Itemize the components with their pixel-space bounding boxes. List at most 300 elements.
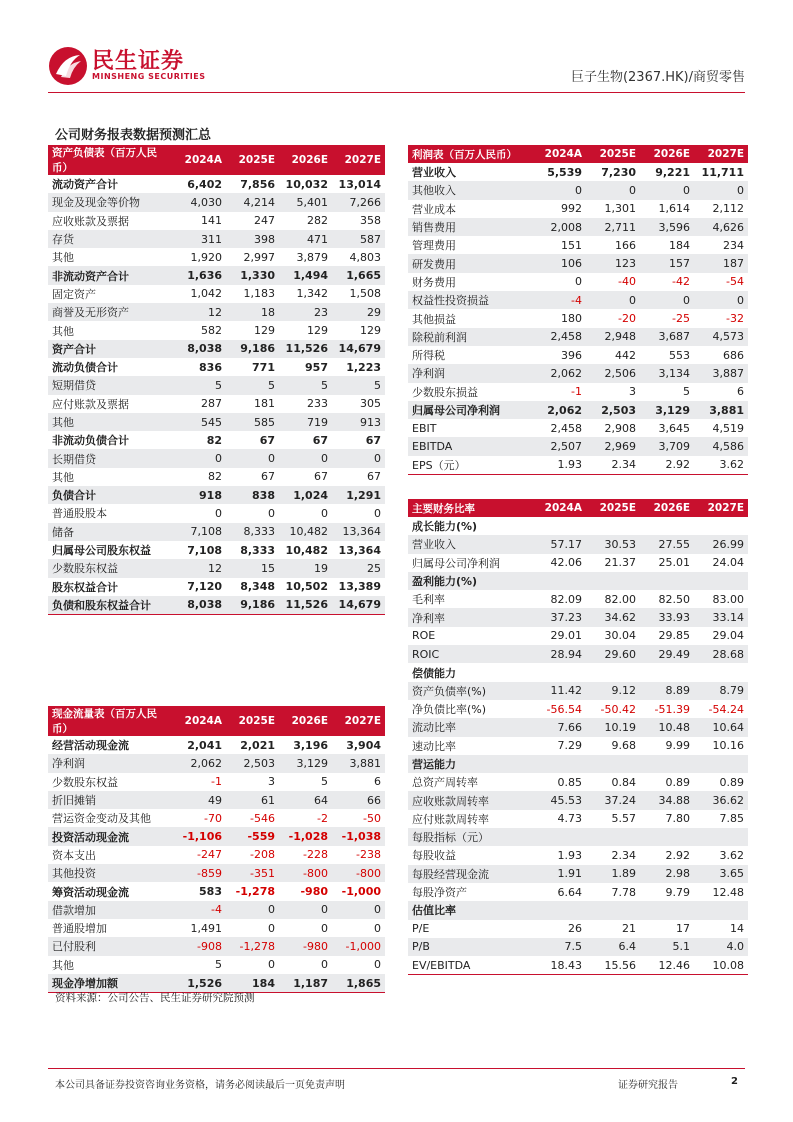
table-row	[48, 212, 385, 230]
cell-value: 5	[279, 376, 332, 394]
row-label: 少数股东损益	[412, 385, 478, 399]
table-header-year: 2026E	[640, 499, 694, 517]
table-row	[48, 901, 385, 919]
cell-value: 27.55	[640, 535, 694, 553]
cell-value: 181	[254, 397, 275, 411]
table-row	[48, 175, 385, 193]
cell-value: 49	[173, 791, 226, 809]
cell-value: 5	[226, 376, 279, 394]
table-row	[408, 554, 748, 572]
cell-value: -56.54	[546, 702, 582, 716]
cell-value: 3,134	[640, 364, 694, 382]
cell-value: 9,186	[226, 340, 279, 358]
cell-value: 0	[215, 506, 222, 520]
row-label: 借款增加	[48, 901, 173, 919]
table-row	[48, 864, 385, 882]
cell-value: 1,865	[332, 974, 385, 993]
cell-value: 26	[568, 922, 582, 936]
row-label: 存货	[48, 230, 173, 248]
cell-value: 23	[279, 303, 332, 321]
cell-value: 2,969	[586, 437, 640, 455]
cell-value: 1,526	[173, 974, 226, 993]
cell-value: 0	[226, 901, 279, 919]
table-header-title: 利润表（百万人民币）	[408, 145, 532, 163]
cell-value: 0.85	[557, 775, 582, 789]
cell-value: 82.09	[550, 592, 582, 606]
table-row	[408, 883, 748, 901]
cell-value: 3.65	[694, 865, 748, 883]
cell-value: 10,482	[279, 523, 332, 541]
cell-value: 6,402	[187, 177, 222, 191]
table-row	[48, 248, 385, 266]
cell-value: 129	[254, 324, 275, 338]
table-row	[48, 754, 385, 772]
cell-value: 838	[226, 486, 279, 504]
cell-value: 585	[226, 413, 279, 431]
cell-value: 0.89	[719, 775, 744, 789]
cell-value: -42	[672, 275, 690, 289]
cell-value: 1,223	[346, 360, 381, 374]
table-header-year: 2027E	[694, 145, 748, 163]
cell-value: 29	[332, 303, 385, 321]
cell-value: 0	[268, 958, 275, 972]
table-row	[408, 920, 748, 938]
table-row	[48, 578, 385, 596]
table-row	[408, 718, 748, 736]
cell-value: 0	[374, 921, 381, 935]
cell-value: 583	[199, 885, 222, 899]
cell-value: 2,021	[240, 738, 275, 752]
cell-value: 0	[586, 291, 640, 309]
cell-value: -1,278	[226, 937, 279, 955]
table-row	[48, 504, 385, 522]
cell-value: 234	[723, 238, 744, 252]
cell-value: 7,266	[332, 193, 385, 211]
cell-value: 1,494	[279, 266, 332, 284]
cell-value: 1,636	[173, 266, 226, 284]
cell-value: 6.64	[557, 885, 582, 899]
table-row	[48, 431, 385, 449]
cell-value: 3	[629, 385, 636, 399]
table-header-year: 2025E	[586, 499, 640, 517]
row-label: 应收账款周转率	[408, 791, 532, 809]
cell-value: 836	[199, 360, 222, 374]
cell-value: 1,342	[296, 287, 328, 301]
cell-value: 398	[226, 230, 279, 248]
cell-value: 8.89	[640, 682, 694, 700]
cell-value: 129	[360, 324, 381, 338]
table-row	[408, 254, 748, 272]
table-header-title: 现金流量表（百万人民币）	[48, 706, 173, 736]
row-label: 营业成本	[412, 202, 456, 216]
cell-value: 0.89	[665, 775, 690, 789]
cell-value: 29.49	[640, 645, 694, 663]
row-label: 每股经营现金流	[408, 865, 532, 883]
cell-value: 1,330	[226, 266, 279, 284]
table-row	[408, 627, 748, 645]
cell-value: 2.34	[586, 456, 640, 475]
table-row	[408, 535, 748, 553]
cell-value: -559	[226, 827, 279, 845]
cash-flow-table	[48, 706, 385, 993]
table-row	[48, 809, 385, 827]
table-row	[48, 340, 385, 358]
row-label: 其他收入	[408, 181, 532, 199]
cell-value	[640, 572, 694, 590]
cell-value: 67	[314, 470, 328, 484]
table-row	[408, 682, 748, 700]
cell-value: 2,041	[187, 738, 222, 752]
cell-value: 4,030	[173, 193, 226, 211]
cell-value: 187	[694, 254, 748, 272]
cell-value: 11,526	[279, 340, 332, 358]
cell-value: -2	[317, 811, 328, 825]
row-label: 归属母公司股东权益	[52, 544, 151, 558]
cell-value	[586, 572, 640, 590]
cell-value: 123	[586, 254, 640, 272]
cell-value: 2,948	[586, 328, 640, 346]
row-label: P/B	[408, 938, 532, 956]
cell-value: 9,186	[226, 596, 279, 615]
cell-value: 3,596	[640, 218, 694, 236]
cell-value	[586, 901, 640, 919]
row-label: EBIT	[412, 421, 437, 435]
cell-value	[640, 517, 694, 535]
cell-value: 545	[173, 413, 226, 431]
table-row	[408, 236, 748, 254]
cell-value: 15	[226, 559, 279, 577]
table-row	[48, 285, 385, 303]
cell-value: 992	[561, 202, 582, 216]
cell-value: 12	[173, 559, 226, 577]
cell-value: 7,108	[187, 543, 222, 557]
cell-value	[586, 828, 640, 846]
cell-value: 1,665	[332, 266, 385, 284]
cell-value: 0.84	[611, 775, 636, 789]
cell-value: -351	[226, 864, 279, 882]
cell-value: -1,038	[332, 827, 385, 845]
cell-value	[586, 663, 640, 681]
cell-value: 4,214	[226, 193, 279, 211]
cell-value: 61	[226, 791, 279, 809]
cell-value: 0	[694, 291, 748, 309]
table-row	[48, 523, 385, 541]
cell-value: -54.24	[708, 702, 744, 716]
cell-value: 0	[586, 181, 640, 199]
table-header-year: 2027E	[332, 145, 385, 175]
table-header-year: 2026E	[279, 706, 332, 736]
cell-value: 358	[360, 214, 381, 228]
cell-value: 184	[669, 238, 690, 252]
cell-value: 2,062	[532, 364, 586, 382]
table-header-year: 2025E	[586, 145, 640, 163]
cell-value: 10,502	[285, 580, 328, 594]
table-row	[408, 773, 748, 791]
cell-value: 6	[737, 385, 744, 399]
cell-value: 5,539	[547, 165, 582, 179]
row-label: 归属母公司净利润	[412, 556, 500, 570]
cell-value: 0	[321, 958, 328, 972]
cell-value: 2,507	[532, 437, 586, 455]
table-header-year: 2026E	[640, 145, 694, 163]
row-label: 应付账款及票据	[52, 397, 129, 411]
cell-value: 6.4	[586, 938, 640, 956]
table-row	[408, 364, 748, 382]
table-header-year: 2024A	[532, 499, 586, 517]
cell-value: 1.91	[532, 865, 586, 883]
row-label: ROE	[412, 629, 436, 643]
table-row	[408, 828, 748, 846]
row-label: 已付股利	[48, 937, 173, 955]
row-label: 其他	[52, 958, 74, 972]
cell-value: 12.46	[640, 956, 694, 975]
row-label: 净负债比率(%)	[412, 703, 487, 717]
cell-value: 4,573	[694, 328, 748, 346]
cell-value: 8,038	[173, 596, 226, 615]
cell-value	[694, 572, 748, 590]
cell-value: 29.60	[586, 645, 640, 663]
row-label: 负债和股东权益合计	[48, 596, 173, 615]
cell-value: 129	[307, 324, 328, 338]
table-row	[48, 596, 385, 615]
cell-value: 4.73	[557, 812, 582, 826]
cell-value: 3,645	[658, 421, 690, 435]
cell-value: 5	[215, 958, 222, 972]
cell-value: 7,856	[240, 177, 275, 191]
row-label: 净利润	[408, 364, 532, 382]
cell-value	[694, 517, 748, 535]
cell-value	[694, 755, 748, 773]
cell-value: 1,491	[190, 921, 222, 935]
table-row	[408, 383, 748, 401]
cell-value: 287	[201, 397, 222, 411]
row-label: 每股收益	[412, 849, 456, 863]
table-header-year: 2025E	[226, 706, 279, 736]
cell-value: 7.66	[532, 718, 586, 736]
table-row	[48, 541, 385, 559]
cell-value: 5	[173, 376, 226, 394]
cell-value: 18	[226, 303, 279, 321]
cell-value: 10.19	[586, 718, 640, 736]
row-label: 流动资产合计	[52, 178, 118, 192]
cell-value: 14,679	[332, 596, 385, 615]
table-row	[48, 937, 385, 955]
cell-value: 0	[321, 506, 328, 520]
row-label: 负债合计	[48, 486, 173, 504]
cell-value: 1,291	[332, 486, 385, 504]
table-row	[408, 419, 748, 437]
cell-value: 34.88	[640, 791, 694, 809]
cell-value: 5,401	[279, 193, 332, 211]
cell-value: 26.99	[694, 535, 748, 553]
cell-value: 166	[615, 238, 636, 252]
table-row	[408, 456, 748, 475]
table-header-year: 2024A	[173, 145, 226, 175]
cell-value: 3,879	[296, 250, 328, 264]
cell-value: 1,187	[279, 974, 332, 993]
footer-report-type: 证券研究报告	[618, 1080, 678, 1091]
cell-value: 3	[268, 775, 275, 789]
row-label: 流动比率	[408, 718, 532, 736]
row-label: 应付账款周转率	[412, 812, 489, 826]
cell-value: 5	[321, 775, 328, 789]
cell-value: 1,301	[604, 202, 636, 216]
cell-value: 3,887	[694, 364, 748, 382]
cell-value: 15.56	[586, 956, 640, 975]
row-label: 资产合计	[48, 340, 173, 358]
cell-value: 3,881	[694, 401, 748, 419]
cell-value: 13,389	[338, 580, 381, 594]
cell-value: 28.68	[694, 645, 748, 663]
cell-value: 14	[730, 922, 744, 936]
cell-value: 21	[622, 922, 636, 936]
cell-value: 5	[683, 385, 690, 399]
row-label: ROIC	[408, 645, 532, 663]
income-statement-table	[408, 145, 748, 475]
cell-value: -51.39	[654, 702, 690, 716]
cell-value: 2,112	[712, 202, 744, 216]
row-label: EV/EBITDA	[408, 956, 532, 975]
cell-value: -1,000	[332, 937, 385, 955]
row-label: 其他投资	[48, 864, 173, 882]
cell-value: 471	[279, 230, 332, 248]
cell-value: -228	[303, 848, 328, 862]
cell-value: 24.04	[712, 556, 744, 570]
table-header-year: 2027E	[332, 706, 385, 736]
cell-value: 33.93	[640, 608, 694, 626]
row-label: 少数股东权益	[48, 559, 173, 577]
cell-value: 4,626	[694, 218, 748, 236]
balance-sheet-table	[48, 145, 385, 615]
cell-value: 9,221	[655, 165, 690, 179]
table-row	[48, 559, 385, 577]
cell-value: 11,526	[279, 596, 332, 615]
cell-value: 29.85	[658, 629, 690, 643]
table-row	[408, 846, 748, 864]
cell-value: 3,196	[293, 738, 328, 752]
cell-value: 37.24	[586, 791, 640, 809]
cell-value: 7.85	[719, 812, 744, 826]
cell-value: 0	[374, 506, 381, 520]
table-row	[408, 737, 748, 755]
cell-value	[532, 663, 586, 681]
cell-value	[694, 901, 748, 919]
row-label: 销售费用	[408, 218, 532, 236]
table-row	[48, 827, 385, 845]
cell-value: -32	[726, 312, 744, 326]
table-row	[408, 663, 748, 681]
cell-value: 10.48	[640, 718, 694, 736]
cell-value: 5.57	[611, 812, 636, 826]
cell-value: -980	[279, 937, 332, 955]
table-row	[48, 449, 385, 467]
table-row	[408, 309, 748, 327]
cell-value: 0	[532, 181, 586, 199]
cell-value: 2,711	[586, 218, 640, 236]
cell-value: 25.01	[658, 556, 690, 570]
cell-value: 10.08	[694, 956, 748, 975]
cell-value: 82	[208, 470, 222, 484]
cell-value: -908	[173, 937, 226, 955]
row-label: 管理费用	[412, 239, 456, 253]
cell-value: 1,508	[349, 287, 381, 301]
table-row	[48, 468, 385, 486]
cell-value: 3.62	[719, 848, 744, 862]
row-label: 现金及现金等价物	[48, 193, 173, 211]
cell-value	[640, 901, 694, 919]
row-label: 营运能力	[408, 755, 532, 773]
row-label: 营业收入	[412, 166, 456, 180]
row-label: 折旧摊销	[48, 791, 173, 809]
cell-value: 64	[279, 791, 332, 809]
cell-value: 1,042	[190, 287, 222, 301]
cell-value: 3.62	[694, 456, 748, 475]
cell-value: -4	[532, 291, 586, 309]
cell-value: 17	[676, 922, 690, 936]
cell-value: 957	[305, 360, 328, 374]
row-label: 流动负债合计	[52, 361, 118, 375]
brand-name-cn: 民生证券	[92, 49, 185, 74]
cell-value: 2,458	[532, 328, 586, 346]
cell-value: 157	[640, 254, 694, 272]
cell-value: 0	[694, 181, 748, 199]
cell-value: 21.37	[604, 556, 636, 570]
cell-value: -70	[204, 811, 222, 825]
cell-value: 8,348	[240, 580, 275, 594]
row-label: 营运资金变动及其他	[52, 812, 151, 826]
cell-value: 2.92	[640, 456, 694, 475]
cell-value: 1,920	[190, 250, 222, 264]
cell-value: -50.42	[600, 702, 636, 716]
cell-value: 1,024	[279, 486, 332, 504]
cell-value: 719	[279, 413, 332, 431]
cell-value: 2,062	[532, 401, 586, 419]
cell-value: 8,333	[226, 523, 279, 541]
table-row	[408, 572, 748, 590]
cell-value: 0	[268, 921, 275, 935]
row-label: 非流动负债合计	[52, 434, 129, 448]
table-row	[48, 193, 385, 211]
cell-value: 12	[173, 303, 226, 321]
cell-value: -546	[250, 811, 275, 825]
cell-value: 45.53	[532, 791, 586, 809]
cell-value: -1,106	[173, 827, 226, 845]
cell-value: 3,129	[279, 754, 332, 772]
row-label: 其他	[52, 470, 74, 484]
row-label: 其他	[52, 324, 74, 338]
cell-value: 13,364	[332, 523, 385, 541]
cell-value: 33.14	[694, 608, 748, 626]
row-label: 其他	[48, 413, 173, 431]
cell-value: -1,028	[279, 827, 332, 845]
cell-value: 7.29	[557, 739, 582, 753]
cell-value: 4,803	[349, 250, 381, 264]
cell-value: 2.34	[611, 848, 636, 862]
cell-value: 2,506	[586, 364, 640, 382]
cell-value: 311	[173, 230, 226, 248]
cell-value: -1,278	[235, 885, 275, 899]
cell-value: 442	[615, 348, 636, 362]
table-row	[48, 919, 385, 937]
cell-value: 0	[332, 901, 385, 919]
cell-value: 0	[321, 921, 328, 935]
cell-value: 0	[279, 449, 332, 467]
cell-value: 7.80	[665, 812, 690, 826]
cell-value: 1.89	[586, 865, 640, 883]
cell-value: 2,908	[604, 421, 636, 435]
table-row	[48, 395, 385, 413]
cell-value: 11,711	[701, 165, 744, 179]
